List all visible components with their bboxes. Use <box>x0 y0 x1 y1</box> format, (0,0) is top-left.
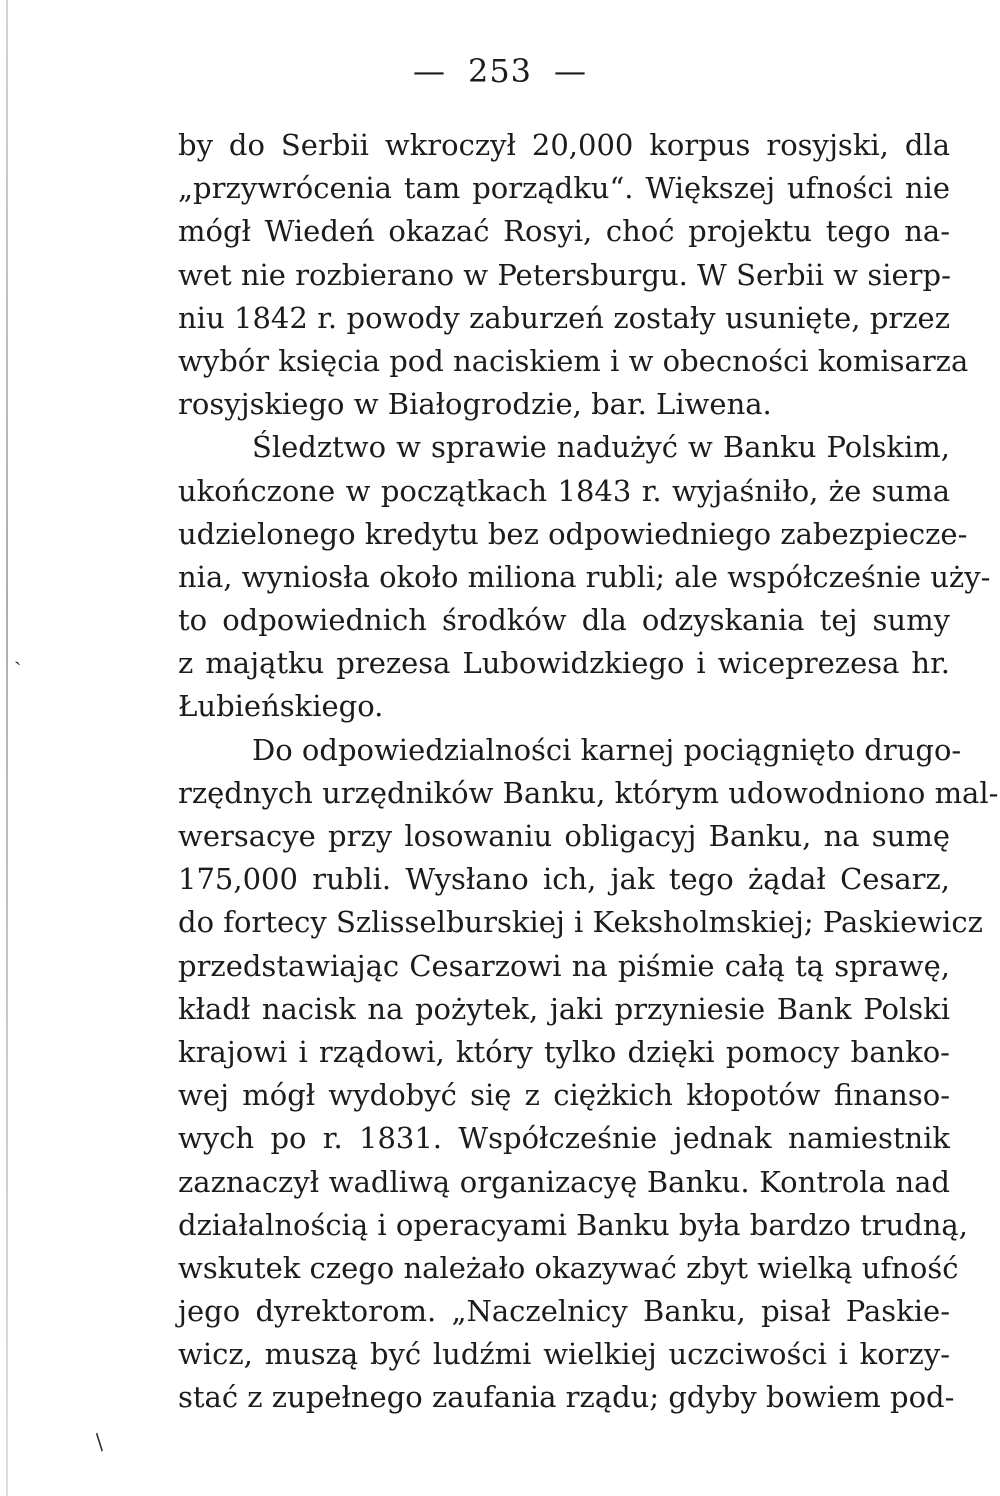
text-line: stać z zupełnego zaufania rządu; gdyby bowiem pod- <box>178 1380 955 1415</box>
text-line: Łubieńskiego. <box>178 689 384 724</box>
text-line: krajowi i rządowi, który tylko dzięki pomocy banko- <box>178 1034 950 1069</box>
margin-mark: / <box>89 1430 110 1455</box>
text-line: jego dyrektorom. „Naczelnicy Banku, pisał Paskie- <box>178 1294 950 1329</box>
text-line: nia, wyniosła około miliona rubli; ale współcześnie uży- <box>178 559 991 594</box>
text-line: wybór księcia pod naciskiem i w obecności komisarza <box>178 343 969 378</box>
page-number-dash-left: — <box>412 52 446 90</box>
text-line: zaznaczył wadliwą organizacyę Banku. Kontrola nad <box>178 1164 950 1199</box>
text-line: ukończone w początkach 1843 r. wyjaśniło, że suma <box>178 473 950 508</box>
text-line: wskutek czego należało okazywać zbyt wielką ufność <box>178 1250 959 1285</box>
text-line: by do Serbii wkroczył 20,000 korpus rosyjski, dla <box>178 128 950 162</box>
text-line: rzędnych urzędników Banku, którym udowodniono mal- <box>178 775 999 810</box>
text-line: udzielonego kredytu bez odpowiedniego zabezpiecze- <box>178 516 968 551</box>
text-line: mógł Wiedeń okazać Rosyi, choć projektu tego na- <box>178 214 950 249</box>
text-line: „przywrócenia tam porządku“. Większej ufności nie <box>178 171 950 206</box>
text-line: przedstawiając Cesarzowi na piśmie całą tą sprawę, <box>178 948 950 983</box>
text-line: wicz, muszą być ludźmi wielkiej uczciwości i korzy- <box>178 1337 950 1372</box>
text-line: niu 1842 r. powody zaburzeń zostały usunięte, przez <box>178 300 950 335</box>
text-line: Śledztwo w sprawie nadużyć w Banku Polskim, <box>252 430 950 465</box>
text-line: Do odpowiedzialności karnej pociągnięto drugo- <box>252 732 962 767</box>
text-line: rosyjskiego w Białogrodzie, bar. Liwena. <box>178 387 772 422</box>
margin-mark: ˎ <box>14 641 22 666</box>
text-line: wersacye przy losowaniu obligacyj Banku, na sumę <box>178 819 950 853</box>
body-text <box>178 124 999 1420</box>
text-line: to odpowiednich środków dla odzyskania tej sumy <box>178 603 950 638</box>
text-line: wet nie rozbierano w Petersburgu. W Serbii w sierp- <box>178 257 951 292</box>
page-number-header <box>0 52 1000 90</box>
page-number: 253 <box>467 52 533 90</box>
text-line: wej mógł wydobyć się z ciężkich kłopotów finanso- <box>178 1078 950 1113</box>
text-line: 175,000 rubli. Wysłano ich, jak tego żądał Cesarz, <box>178 862 950 897</box>
text-line: wych po r. 1831. Współcześnie jednak namiestnik <box>178 1121 950 1156</box>
text-line: kładł nacisk na pożytek, jaki przyniesie Bank Polski <box>178 991 950 1026</box>
text-line: do fortecy Szlisselburskiej i Keksholmskiej; Paskiewicz <box>178 905 983 940</box>
text-line: z majątku prezesa Lubowidzkiego i wiceprezesa hr. <box>178 646 950 681</box>
page-number-dash-right: — <box>554 52 588 90</box>
page-edge-shadow <box>6 0 8 1496</box>
text-line: działalnością i operacyami Banku była bardzo trudną, <box>178 1207 968 1242</box>
